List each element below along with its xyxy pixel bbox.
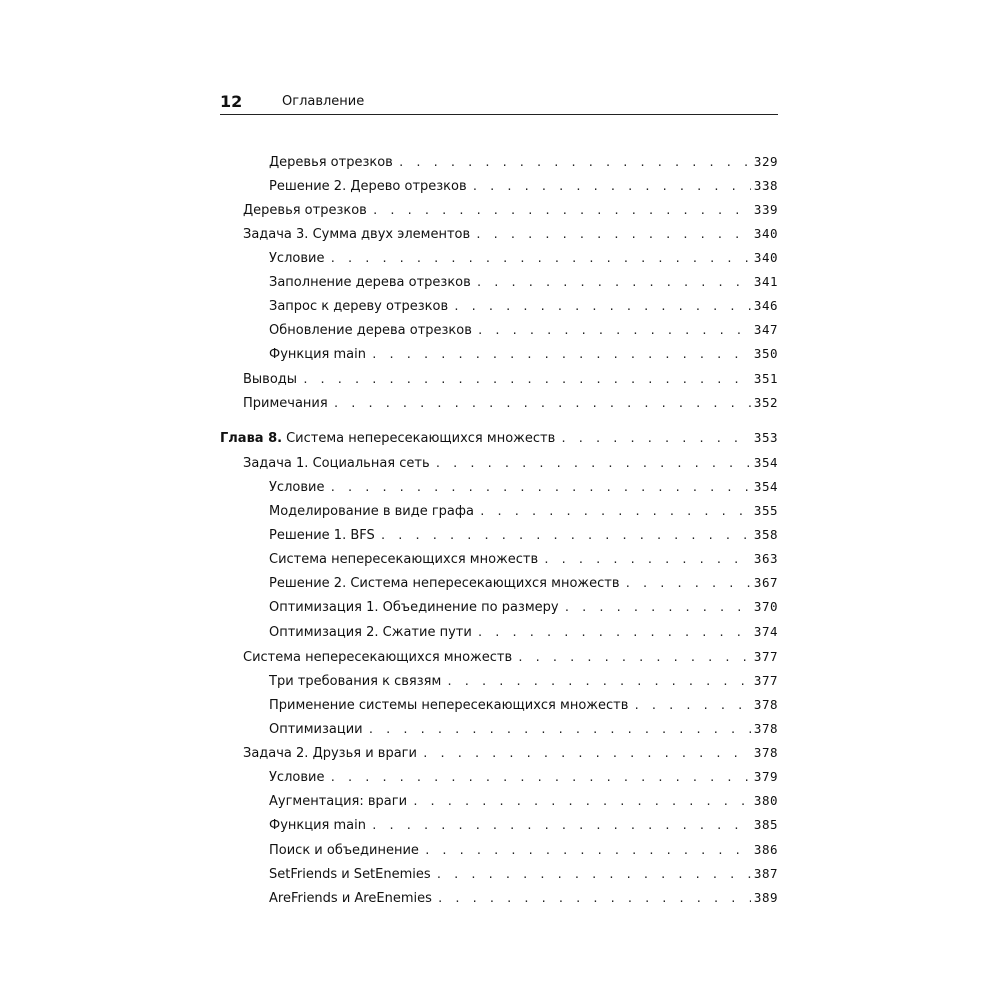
toc-page-number: 389 bbox=[753, 890, 778, 905]
toc-entry-label: Три требования к связям bbox=[269, 674, 442, 689]
leader-dots bbox=[398, 151, 751, 175]
toc-entry bbox=[269, 620, 778, 644]
toc-entry bbox=[243, 391, 778, 415]
toc-page-number: 347 bbox=[753, 322, 778, 337]
toc-entry-label: Примечания bbox=[243, 396, 328, 411]
toc-entry-label: SetFriends и SetEnemies bbox=[269, 867, 431, 882]
leader-dots bbox=[412, 790, 751, 814]
toc-entry-label: Обновление дерева отрезков bbox=[269, 323, 472, 338]
leader-dots bbox=[453, 295, 751, 319]
toc-page-number: 353 bbox=[753, 430, 778, 445]
toc-entry bbox=[243, 367, 778, 391]
toc-entry bbox=[243, 451, 778, 475]
toc-entry-label: Аугментация: враги bbox=[269, 794, 408, 809]
toc-page-number: 338 bbox=[753, 178, 778, 193]
leader-dots bbox=[329, 247, 750, 271]
toc-entry-label: Условие bbox=[269, 770, 325, 785]
toc-page-number: 377 bbox=[753, 649, 778, 664]
leader-dots bbox=[302, 368, 751, 392]
leader-dots bbox=[424, 839, 751, 863]
toc-entry bbox=[269, 150, 778, 174]
leader-dots bbox=[372, 199, 751, 223]
toc-entry bbox=[269, 693, 778, 717]
leader-dots bbox=[368, 718, 751, 742]
toc-entry-label: Запрос к дереву отрезков bbox=[269, 299, 449, 314]
toc-entry bbox=[269, 571, 778, 595]
chapter-number: Глава 8. bbox=[220, 431, 283, 446]
toc-entry-label: Условие bbox=[269, 251, 325, 266]
toc-page-number: 354 bbox=[753, 455, 778, 470]
toc-entry-label: Условие bbox=[269, 480, 325, 495]
toc-entry-label bbox=[220, 427, 555, 451]
toc-page-number: 387 bbox=[753, 866, 778, 881]
toc-entry-label: Применение системы непересекающихся множеств bbox=[269, 698, 629, 713]
toc-page-number: 354 bbox=[753, 479, 778, 494]
toc-entry-label: Поиск и объединение bbox=[269, 843, 419, 858]
toc-entry bbox=[243, 222, 778, 246]
toc-entry bbox=[269, 174, 778, 198]
toc-entry-label: Заполнение дерева отрезков bbox=[269, 275, 471, 290]
leader-dots bbox=[517, 646, 751, 670]
toc-entry-label: Задача 1. Социальная сеть bbox=[243, 456, 430, 471]
leader-dots bbox=[446, 670, 751, 694]
leader-dots bbox=[436, 863, 751, 887]
toc-page-number: 380 bbox=[753, 793, 778, 808]
leader-dots bbox=[477, 319, 751, 343]
leader-dots bbox=[435, 452, 751, 476]
toc-entry bbox=[269, 669, 778, 693]
toc-page-number: 374 bbox=[753, 624, 778, 639]
toc-page-number: 379 bbox=[753, 769, 778, 784]
leader-dots bbox=[564, 596, 751, 620]
toc-entry bbox=[269, 595, 778, 619]
toc-entry bbox=[269, 862, 778, 886]
leader-dots bbox=[329, 476, 750, 500]
toc-page-number: 367 bbox=[753, 575, 778, 590]
toc-entry bbox=[269, 499, 778, 523]
toc-page-number: 355 bbox=[753, 503, 778, 518]
toc-entry bbox=[269, 547, 778, 571]
toc-entry bbox=[269, 523, 778, 547]
leader-dots bbox=[633, 694, 751, 718]
leader-dots bbox=[543, 548, 751, 572]
page-number: 12 bbox=[220, 92, 243, 111]
toc-entry bbox=[243, 198, 778, 222]
toc-entry bbox=[269, 886, 778, 910]
toc-entry-label: Оптимизация 1. Объединение по размеру bbox=[269, 600, 559, 615]
leader-dots bbox=[329, 766, 750, 790]
toc-entry-label: Функция main bbox=[269, 818, 366, 833]
toc-page-number: 385 bbox=[753, 817, 778, 832]
toc-page-number: 341 bbox=[753, 274, 778, 289]
leader-dots bbox=[371, 814, 751, 838]
toc-page-number: 377 bbox=[753, 673, 778, 688]
toc-entry bbox=[269, 813, 778, 837]
toc-entry bbox=[269, 765, 778, 789]
toc-entry-label: Оптимизация 2. Сжатие пути bbox=[269, 625, 472, 640]
toc-entry-label: Деревья отрезков bbox=[243, 203, 367, 218]
toc-entry-label: Система непересекающихся множеств bbox=[243, 650, 513, 665]
leader-dots bbox=[475, 223, 751, 247]
toc-page-number: 346 bbox=[753, 298, 778, 313]
toc-page-number: 350 bbox=[753, 346, 778, 361]
toc-chapter-entry bbox=[220, 426, 778, 450]
leader-dots bbox=[479, 500, 751, 524]
toc-entry-label: Решение 2. Система непересекающихся множеств bbox=[269, 576, 620, 591]
toc-entry bbox=[269, 475, 778, 499]
toc-page-number: 339 bbox=[753, 202, 778, 217]
toc-entry bbox=[269, 246, 778, 270]
leader-dots bbox=[371, 343, 751, 367]
toc-entry-label: Задача 3. Сумма двух элементов bbox=[243, 227, 471, 242]
toc-entry bbox=[243, 741, 778, 765]
toc-entry-label: Решение 1. BFS bbox=[269, 528, 375, 543]
leader-dots bbox=[476, 271, 751, 295]
toc-page-number: 386 bbox=[753, 842, 778, 857]
toc-entry-label: Задача 2. Друзья и враги bbox=[243, 746, 417, 761]
toc-entry-label: Деревья отрезков bbox=[269, 155, 393, 170]
chapter-title: Система непересекающихся множеств bbox=[286, 431, 556, 446]
toc-page-number: 358 bbox=[753, 527, 778, 542]
toc-entry bbox=[269, 717, 778, 741]
toc-entry-label: Выводы bbox=[243, 372, 298, 387]
toc-entry bbox=[269, 270, 778, 294]
toc-page-number: 329 bbox=[753, 154, 778, 169]
toc-entry-label: Решение 2. Дерево отрезков bbox=[269, 179, 467, 194]
toc-page-number: 340 bbox=[753, 226, 778, 241]
toc-page-number: 378 bbox=[753, 697, 778, 712]
toc-entry-label: Функция main bbox=[269, 347, 366, 362]
toc-entry-label: AreFriends и AreEnemies bbox=[269, 891, 432, 906]
toc-entry-label: Моделирование в виде графа bbox=[269, 504, 474, 519]
leader-dots bbox=[477, 621, 751, 645]
toc-entry bbox=[269, 789, 778, 813]
toc-page-number: 370 bbox=[753, 599, 778, 614]
toc-entry-label: Система непересекающихся множеств bbox=[269, 552, 539, 567]
toc-entry bbox=[269, 838, 778, 862]
toc-entry bbox=[269, 318, 778, 342]
toc-entry bbox=[269, 294, 778, 318]
leader-dots bbox=[625, 572, 751, 596]
leader-dots bbox=[437, 887, 751, 911]
toc-entry-label: Оптимизации bbox=[269, 722, 363, 737]
toc-page-number: 340 bbox=[753, 250, 778, 265]
running-title: Оглавление bbox=[282, 94, 365, 109]
toc-entry bbox=[269, 342, 778, 366]
leader-dots bbox=[560, 427, 751, 451]
toc-page-number: 378 bbox=[753, 721, 778, 736]
toc-entry bbox=[243, 645, 778, 669]
leader-dots bbox=[472, 175, 751, 199]
toc-page-number: 378 bbox=[753, 745, 778, 760]
toc-page-number: 351 bbox=[753, 371, 778, 386]
leader-dots bbox=[422, 742, 751, 766]
toc-page-number: 363 bbox=[753, 551, 778, 566]
leader-dots bbox=[380, 524, 751, 548]
leader-dots bbox=[333, 392, 751, 416]
toc-page-number: 352 bbox=[753, 395, 778, 410]
